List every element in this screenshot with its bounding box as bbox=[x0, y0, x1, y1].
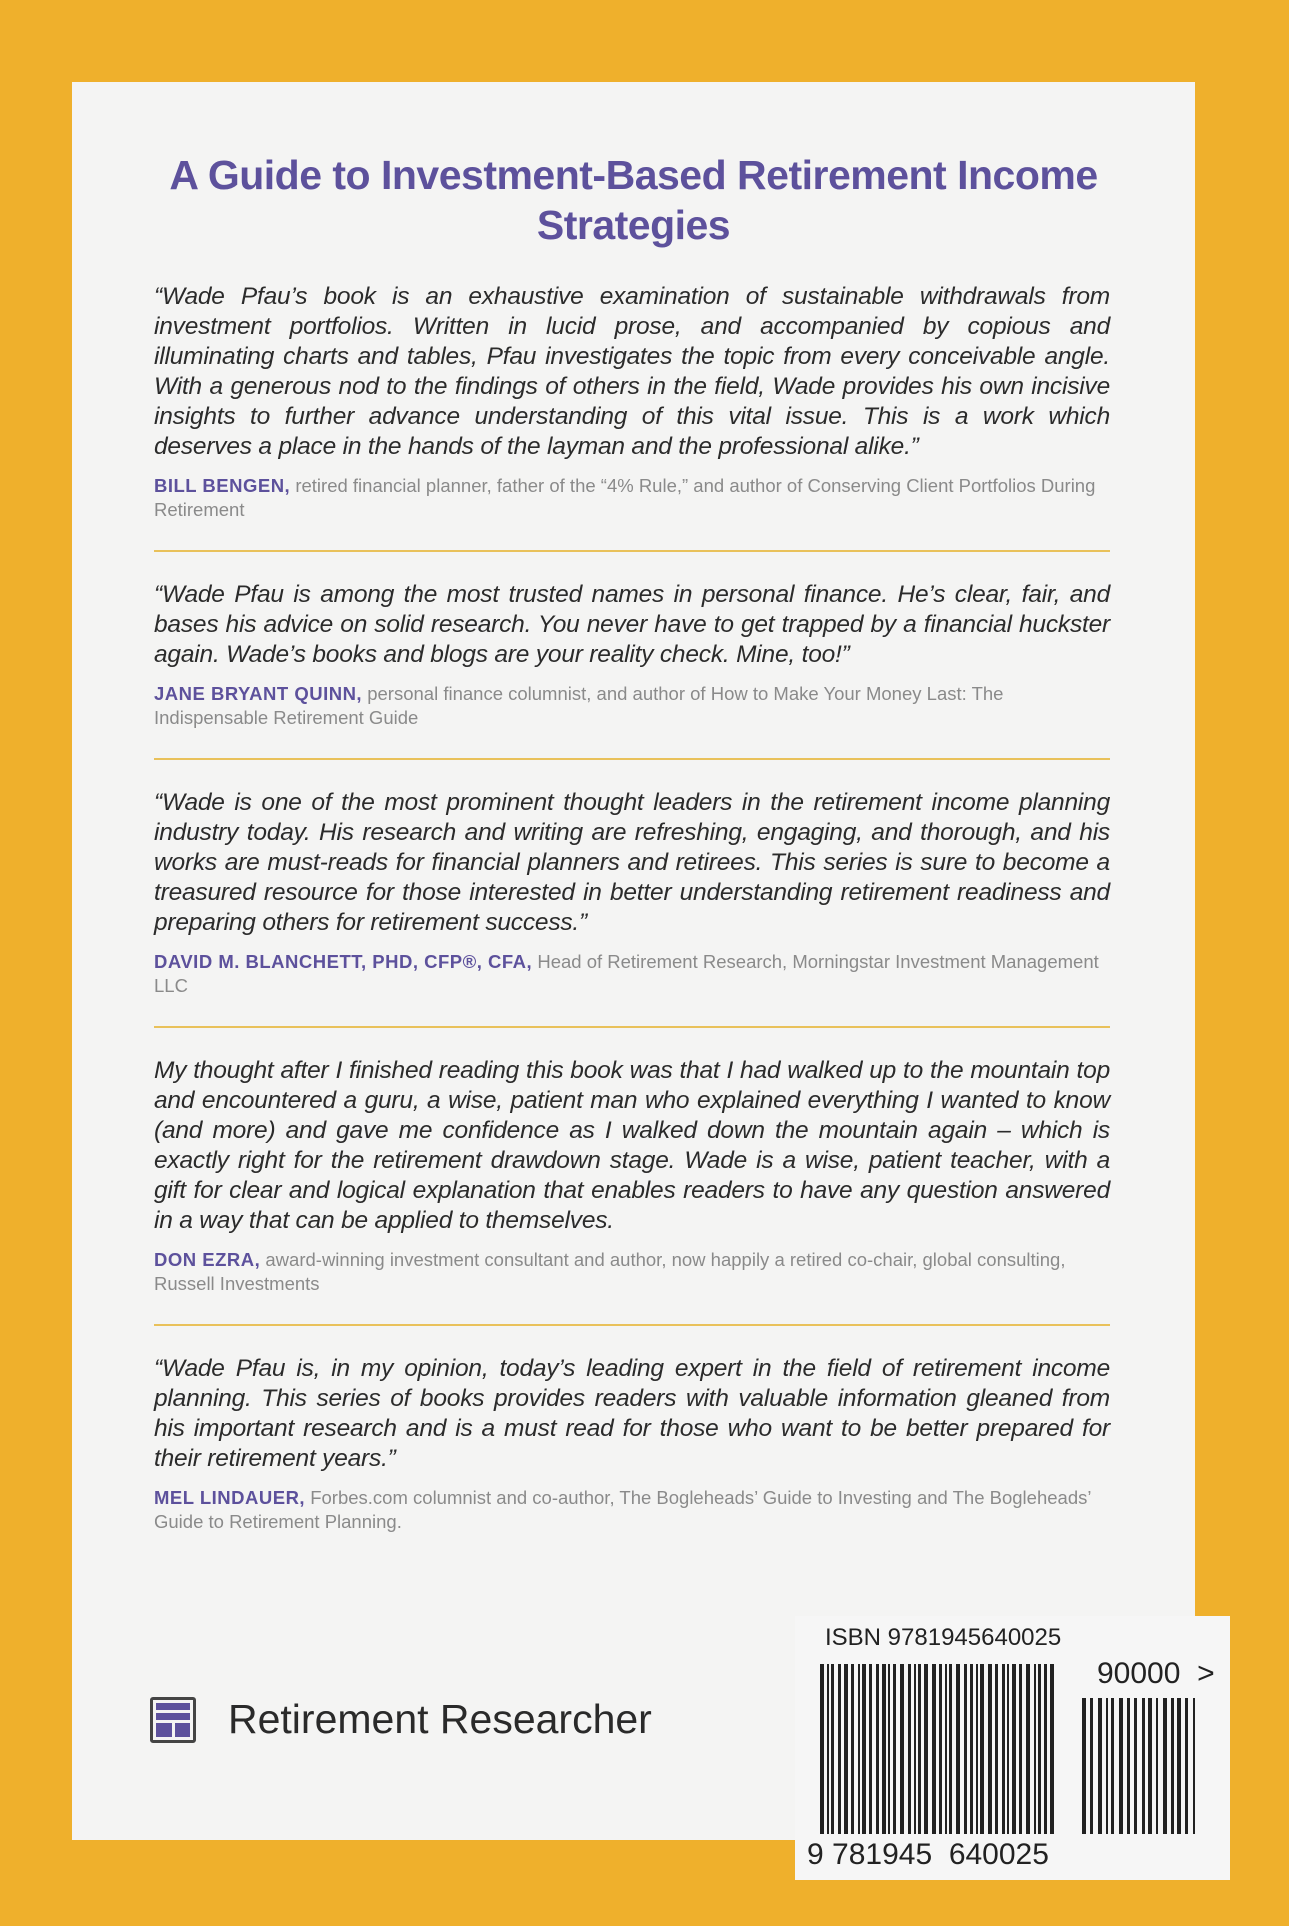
barcode-bar bbox=[851, 1664, 854, 1834]
barcode-bar bbox=[1185, 1698, 1188, 1834]
endorsement-quote: My thought after I finished reading this book was that I had walked up to the mountain top and encountered a guru, a wise, patient man who explained everything I wanted to know (and more) and gave me confidence as I walked down the mountain again – which is exactly right for the retirement drawdown stage. Wade is a wise, patient teacher, with a gift for clear and logical explanation that enables readers to have any question answered in a way that can be applied to themselves. bbox=[154, 1057, 1110, 1234]
barcode-bar bbox=[908, 1664, 911, 1834]
endorser-description: personal finance columnist, and author of How to Make Your Money Last: The Indispensable Retirement Guide bbox=[154, 683, 1004, 728]
endorsements bbox=[154, 282, 1110, 1534]
endorsement-quote: “Wade Pfau is, in my opinion, today’s leading expert in the field of retirement income planning. This series of books provides readers with valuable information gleaned from his important research and is a must read for those who want to be better prepared for their retirement years.” bbox=[154, 1355, 1110, 1472]
barcode-bar bbox=[995, 1664, 998, 1834]
barcode-digits-left: 781945 bbox=[832, 1838, 933, 1871]
barcode-bar bbox=[1177, 1698, 1181, 1834]
barcode-bar bbox=[862, 1664, 866, 1834]
barcode-bar bbox=[1111, 1698, 1114, 1834]
barcode-bar bbox=[888, 1664, 890, 1834]
barcode-bar bbox=[1119, 1698, 1123, 1834]
barcode-bar bbox=[900, 1664, 904, 1834]
barcode-bar bbox=[1156, 1698, 1158, 1834]
endorsement bbox=[154, 788, 1110, 998]
endorsement bbox=[154, 580, 1110, 730]
barcode-bar bbox=[838, 1664, 841, 1834]
divider bbox=[154, 550, 1110, 552]
endorser-name: DAVID M. BLANCHETT, PHD, CFP®, CFA, bbox=[154, 951, 533, 972]
barcode-bar bbox=[964, 1664, 967, 1834]
barcode-bar bbox=[1090, 1698, 1093, 1834]
endorsement bbox=[154, 1354, 1110, 1534]
divider bbox=[154, 758, 1110, 760]
barcode-bar bbox=[1171, 1698, 1174, 1834]
price-addon-bars bbox=[1082, 1698, 1200, 1834]
barcode-bar bbox=[970, 1664, 973, 1834]
barcode-digits bbox=[807, 1838, 1049, 1872]
barcode-bars bbox=[820, 1664, 1058, 1834]
book-title: A Guide to Investment-Based Retirement Income Strategies bbox=[169, 152, 1098, 248]
barcode-bar bbox=[1050, 1664, 1054, 1834]
endorsement bbox=[154, 1056, 1110, 1296]
barcode-bar bbox=[844, 1664, 848, 1834]
barcode-bar bbox=[1106, 1698, 1108, 1834]
endorser-description: Head of Retirement Research, Morningstar Investment Management LLC bbox=[154, 951, 1099, 996]
barcode-bar bbox=[869, 1664, 872, 1834]
barcode-bar bbox=[882, 1664, 886, 1834]
barcode-bar bbox=[831, 1664, 834, 1834]
endorsement bbox=[154, 282, 1110, 522]
barcode-bar bbox=[1193, 1698, 1195, 1834]
barcode-bar bbox=[1098, 1698, 1102, 1834]
barcode-bar bbox=[827, 1664, 829, 1834]
barcode-bar bbox=[1026, 1664, 1030, 1834]
endorser-description: retired financial planner, father of the “4% Rule,” and author of Conserving Client Portfolios During Retirement bbox=[154, 475, 1096, 520]
endorsement-attribution bbox=[154, 1486, 1110, 1534]
endorser-description: Forbes.com columnist and co-author, The Bogleheads’ Guide to Investing and The Bogleheads’ Guide to Retirement Planning. bbox=[154, 1487, 1091, 1532]
endorsement-quote: “Wade Pfau’s book is an exhaustive examination of sustainable withdrawals from investment portfolios. Written in lucid prose, and accompanied by copious and illuminating charts and tables, Pfau investigates the topic from every conceivable angle. With a generous nod to the findings of others in the field, Wade provides his own incisive insights to further advance understanding of this vital issue. This is a work which deserves a place in the hands of the layman and the professional alike.” bbox=[154, 283, 1110, 460]
barcode-bar bbox=[1002, 1664, 1005, 1834]
barcode-bar bbox=[858, 1664, 860, 1834]
endorsement-quote: “Wade is one of the most prominent thought leaders in the retirement income planning industry today. His research and writing are refreshing, engaging, and thorough, and his works are must-reads for financial planners and retirees. This series is sure to become a treasured resource for those interested in better understanding retirement readiness and preparing others for retirement success.” bbox=[154, 789, 1110, 936]
divider bbox=[154, 1026, 1110, 1028]
barcode-digits-right: 640025 bbox=[948, 1838, 1049, 1871]
price-addon-number: 90000 > bbox=[1097, 1657, 1215, 1690]
barcode-digit-first: 9 bbox=[807, 1838, 824, 1871]
barcode-bar bbox=[1148, 1698, 1152, 1834]
endorsement-attribution bbox=[154, 682, 1110, 730]
barcode-bar bbox=[976, 1664, 978, 1834]
endorsement-attribution bbox=[154, 950, 1110, 998]
barcode-bar bbox=[939, 1664, 942, 1834]
barcode-bar bbox=[914, 1664, 916, 1834]
isbn-barcode bbox=[795, 1616, 1230, 1880]
endorsement-quote: “Wade Pfau is among the most trusted names in personal finance. He’s clear, fair, and bases his advice on solid research. You never have to get trapped by a financial huckster again. Wade’s books and blogs are your reality check. Mine, too!” bbox=[154, 581, 1110, 668]
barcode-bar bbox=[1007, 1664, 1009, 1834]
divider bbox=[154, 1324, 1110, 1326]
endorser-name: BILL BENGEN, bbox=[154, 475, 291, 496]
barcode-bar bbox=[893, 1664, 896, 1834]
endorser-name: DON EZRA, bbox=[154, 1249, 261, 1270]
barcode-bar bbox=[1034, 1664, 1036, 1834]
barcode-bar bbox=[1012, 1664, 1016, 1834]
barcode-bar bbox=[924, 1664, 928, 1834]
barcode-bar bbox=[1127, 1698, 1130, 1834]
endorser-description: award-winning investment consultant and author, now happily a retired co-chair, global consulting, Russell Investments bbox=[154, 1249, 1066, 1294]
barcode-bar bbox=[1019, 1664, 1022, 1834]
barcode-bar bbox=[1044, 1664, 1047, 1834]
endorsement-attribution bbox=[154, 474, 1110, 522]
barcode-bar bbox=[876, 1664, 879, 1834]
isbn-label: ISBN 9781945640025 bbox=[825, 1624, 1062, 1651]
barcode-bar bbox=[1082, 1698, 1086, 1834]
barcode-bar bbox=[980, 1664, 984, 1834]
publisher-logo-icon bbox=[150, 1697, 196, 1743]
barcode-bar bbox=[1038, 1664, 1041, 1834]
barcode-bar bbox=[956, 1664, 960, 1834]
barcode-bar bbox=[945, 1664, 947, 1834]
barcode-bar bbox=[820, 1664, 824, 1834]
barcode-bar bbox=[1134, 1698, 1137, 1834]
barcode-bar bbox=[918, 1664, 921, 1834]
endorsement-attribution bbox=[154, 1248, 1110, 1296]
endorser-name: MEL LINDAUER, bbox=[154, 1487, 306, 1508]
barcode-bar bbox=[1142, 1698, 1145, 1834]
endorser-name: JANE BRYANT QUINN, bbox=[154, 683, 363, 704]
barcode-bar bbox=[988, 1664, 992, 1834]
publisher-name: Retirement Researcher bbox=[228, 1696, 652, 1742]
barcode-bar bbox=[932, 1664, 936, 1834]
barcode-bar bbox=[949, 1664, 952, 1834]
publisher-logo bbox=[150, 1696, 652, 1743]
barcode-bar bbox=[1163, 1698, 1167, 1834]
